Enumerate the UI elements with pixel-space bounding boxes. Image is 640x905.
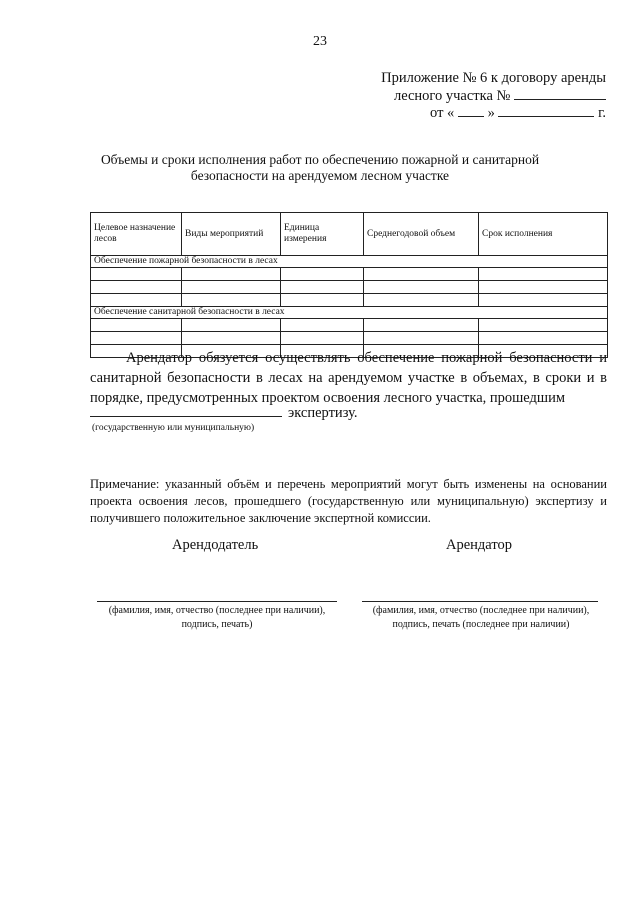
expertise-line — [90, 402, 358, 423]
section-fire-safety: Обеспечение пожарной безопасности в лесах — [91, 256, 608, 268]
table-row — [91, 332, 608, 345]
table-cell — [281, 319, 364, 332]
obligation-text: Арендатор обязуется осуществлять обеспечение пожарной безопасности и санитарной безопасности в лесах на арендуемом участке в объемах, в сроки и в порядке, предусмотренных проектом освоения лесного участка, прошедшим — [90, 350, 607, 406]
lessor-signature-caption — [95, 604, 339, 632]
header-deadline: Срок исполнения — [479, 213, 608, 256]
date-suffix: г. — [598, 105, 606, 121]
lessor-signature-line — [97, 601, 337, 602]
table-cell — [91, 294, 182, 307]
lessee-caption-line-2: подпись, печать (последнее при наличии) — [392, 619, 570, 630]
document-title — [90, 152, 550, 184]
table-cell — [91, 319, 182, 332]
day-blank — [458, 104, 484, 117]
table-cell — [364, 281, 479, 294]
table-cell — [281, 294, 364, 307]
annex-date — [430, 104, 606, 122]
lessee-label: Арендатор — [446, 537, 513, 553]
works-table — [90, 212, 608, 358]
lessee-signature-caption — [358, 604, 604, 632]
header-activity-types: Виды мероприятий — [182, 213, 281, 256]
month-year-blank — [498, 104, 594, 117]
table-cell — [281, 281, 364, 294]
expertise-caption: (государственную или муниципальную) — [92, 423, 255, 433]
table-cell — [479, 281, 608, 294]
table-section-row — [91, 307, 608, 319]
annex-lease-number — [394, 87, 606, 105]
note-paragraph: Примечание: указанный объём и перечень мероприятий могут быть изменены на основании проекта освоения лесов, прошедшего (государственную или муниципальную) экспертизу и получившего положительное заключение экспертной комиссии. — [90, 477, 607, 525]
table-cell — [479, 332, 608, 345]
obligation-paragraph — [90, 348, 607, 408]
table-cell — [182, 319, 281, 332]
table-cell — [281, 332, 364, 345]
table-row — [91, 268, 608, 281]
table-row — [91, 281, 608, 294]
lease-number-blank — [514, 87, 606, 100]
date-quote-close: » — [487, 105, 495, 121]
table-row — [91, 294, 608, 307]
annex-lease-label: лесного участка № — [393, 88, 511, 104]
table-cell — [364, 294, 479, 307]
table-cell — [479, 319, 608, 332]
table-cell — [91, 281, 182, 294]
expertise-word: экспертизу. — [288, 405, 358, 421]
table-cell — [182, 268, 281, 281]
annex-title: Приложение № 6 к договору аренды — [381, 70, 606, 86]
page-number: 23 — [313, 34, 327, 49]
section-sanitary-safety: Обеспечение санитарной безопасности в лесах — [91, 307, 608, 319]
table-cell — [182, 332, 281, 345]
table-cell — [479, 294, 608, 307]
header-forest-purpose: Целевое назначение лесов — [91, 213, 182, 256]
header-unit: Единица измерения — [281, 213, 364, 256]
expertise-type-blank — [90, 402, 282, 417]
lessor-label: Арендодатель — [172, 537, 259, 553]
table-cell — [281, 268, 364, 281]
lessor-caption-line-2: подпись, печать) — [181, 619, 253, 630]
table-cell — [182, 281, 281, 294]
header-annual-volume: Среднегодовой объем — [364, 213, 479, 256]
date-prefix: от « — [430, 105, 455, 121]
table-cell — [364, 332, 479, 345]
table-cell — [182, 294, 281, 307]
table-section-row — [91, 256, 608, 268]
table-cell — [91, 332, 182, 345]
lessee-caption-line-1: (фамилия, имя, отчество (последнее при наличии), — [372, 605, 590, 616]
table-cell — [364, 319, 479, 332]
table-cell — [91, 268, 182, 281]
table-cell — [479, 268, 608, 281]
lessee-signature-line — [362, 601, 598, 602]
lessor-caption-line-1: (фамилия, имя, отчество (последнее при наличии), — [108, 605, 326, 616]
title-line-1: Объемы и сроки исполнения работ по обеспечению пожарной и санитарной — [100, 152, 540, 167]
table-header-row — [91, 213, 608, 256]
table-row — [91, 319, 608, 332]
title-line-2: безопасности на арендуемом лесном участке — [190, 168, 450, 183]
table-cell — [364, 268, 479, 281]
